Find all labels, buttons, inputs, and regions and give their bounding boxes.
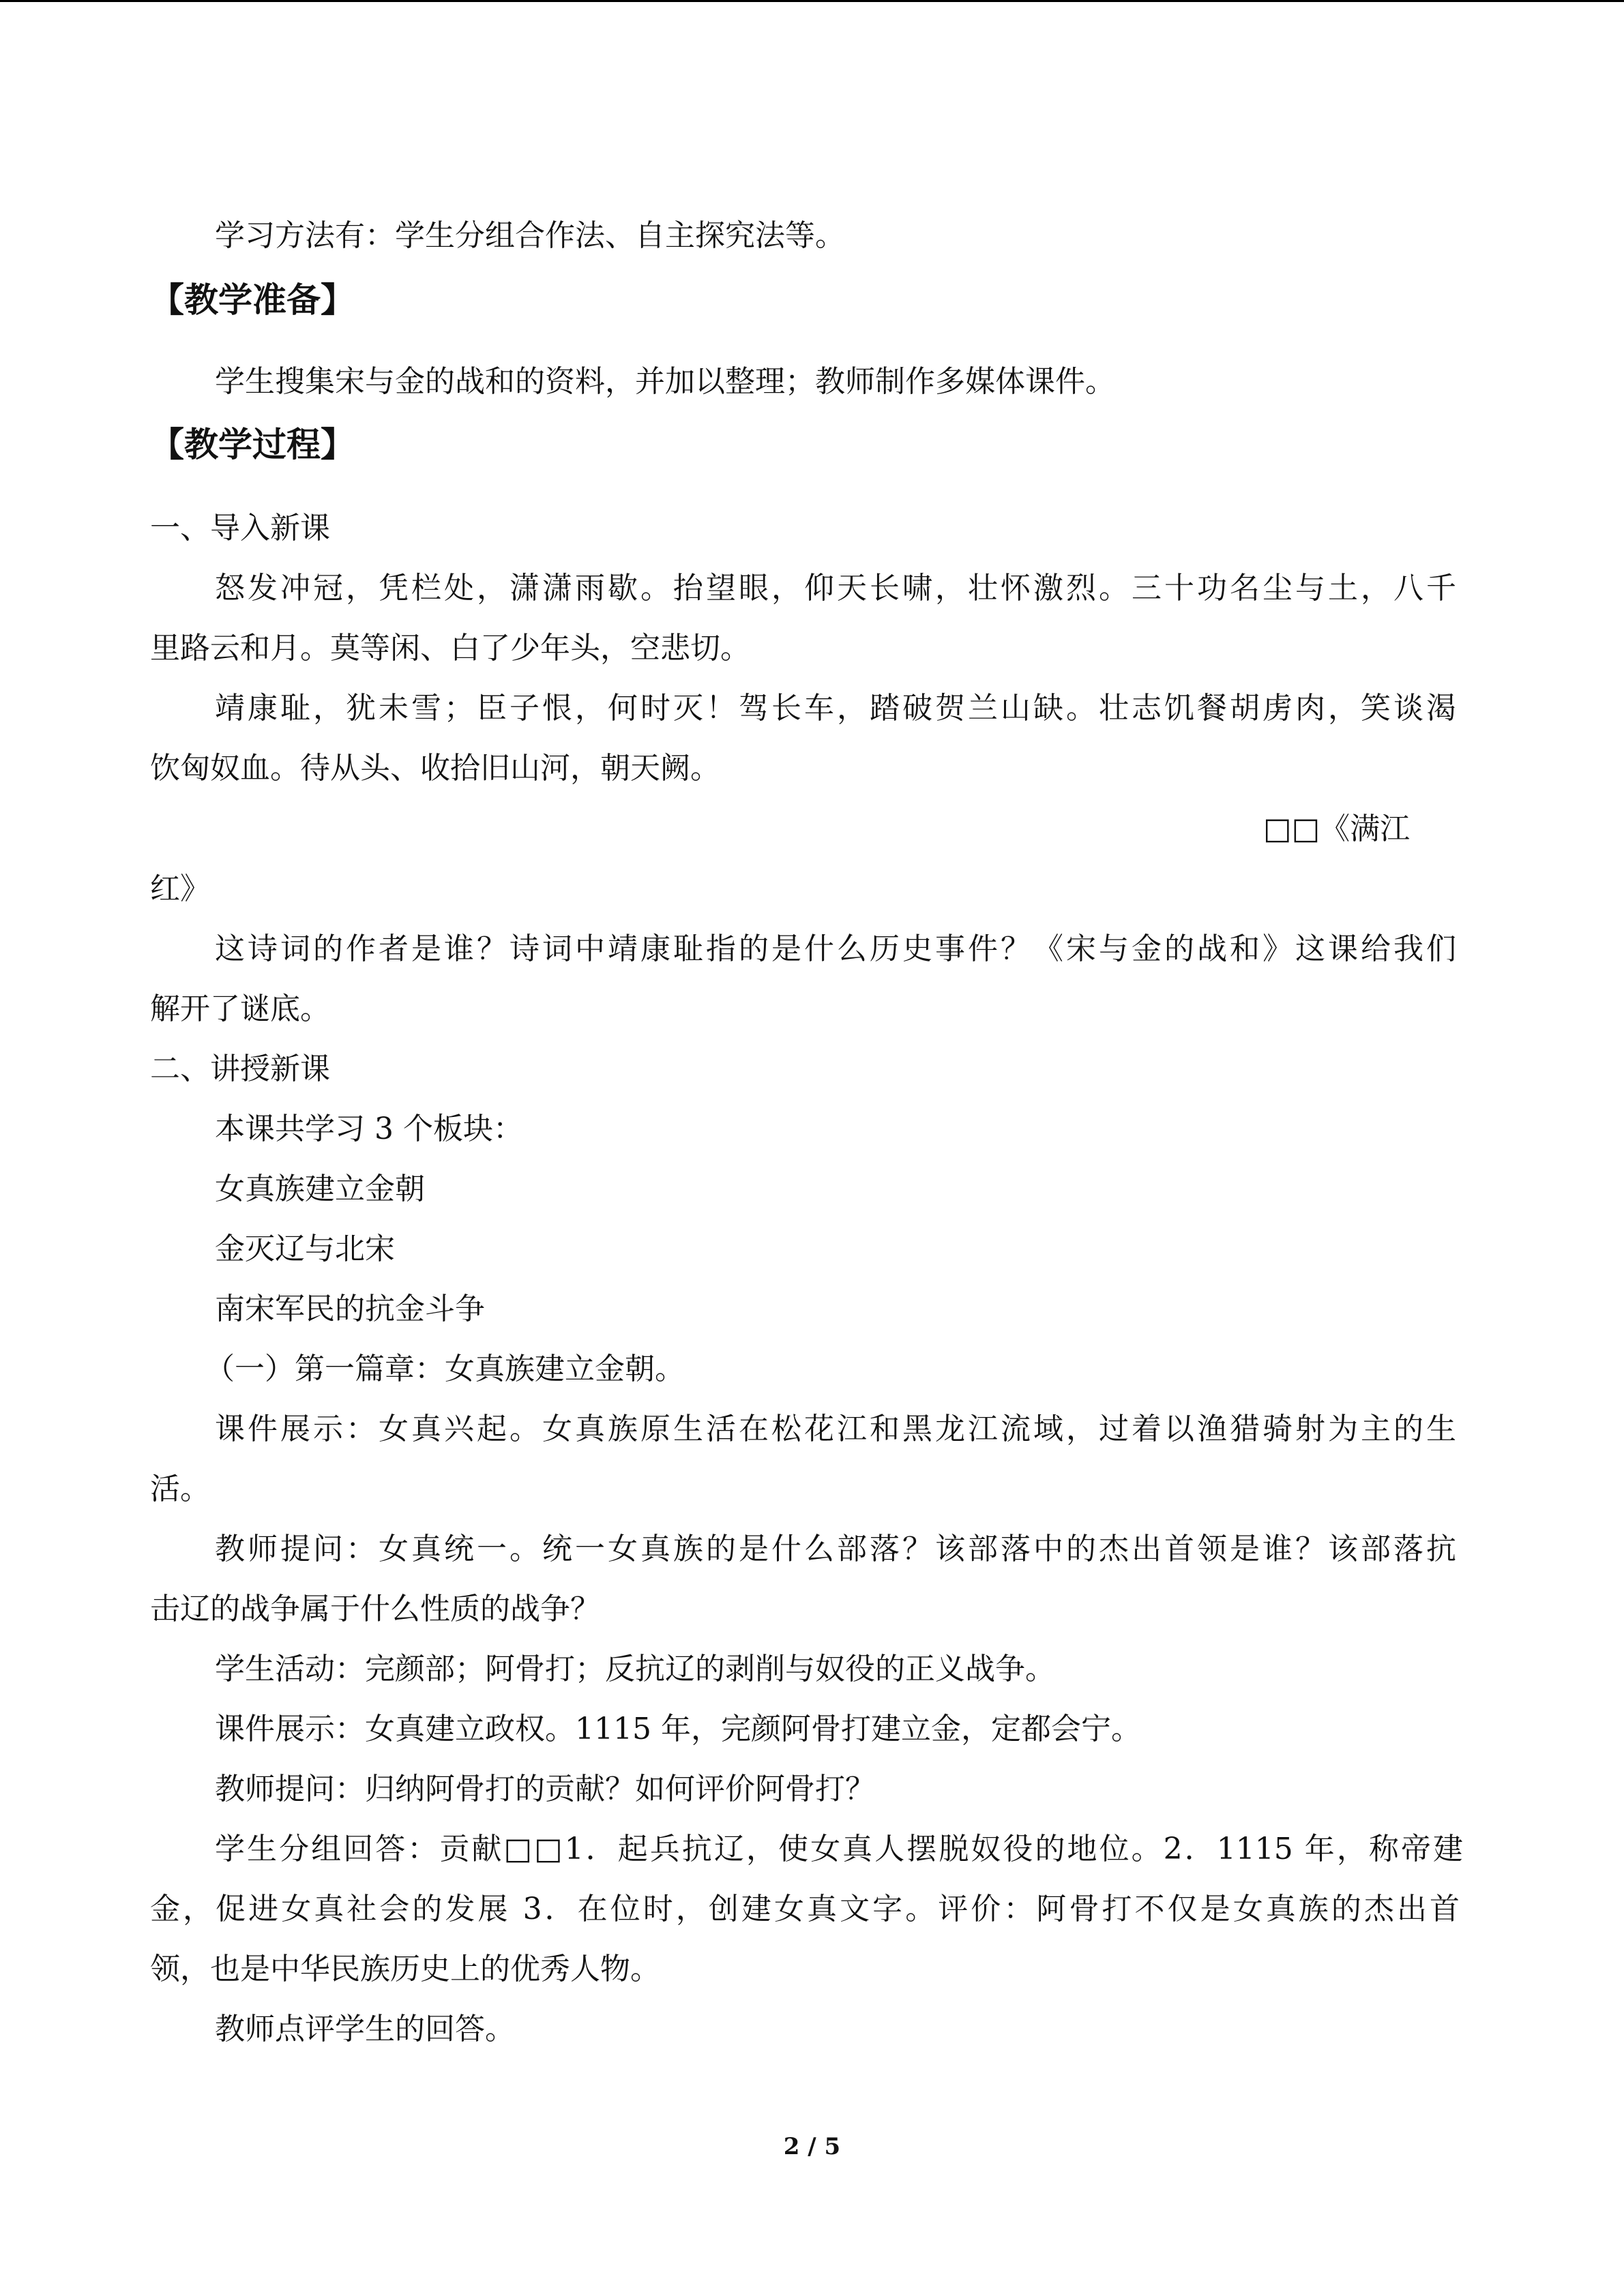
- block-item: 女真族建立金朝: [215, 1172, 425, 1206]
- lead-in-question: 这诗词的作者是谁？诗词中靖康耻指的是什么历史事件？《宋与金的战和》这课给我们: [215, 931, 1456, 966]
- courseware-paragraph-continued: 活。: [150, 1472, 210, 1506]
- poem-line: 靖康耻，犹未雪；臣子恨，何时灭！驾长车，踏破贺兰山缺。壮志饥餐胡虏肉，笑谈渴: [215, 691, 1456, 726]
- teach-title: 二、讲授新课: [150, 1052, 330, 1086]
- teacher-question-continued: 击辽的战争属于什么性质的战争？: [150, 1592, 600, 1626]
- teacher-question: 教师提问：归纳阿骨打的贡献？如何评价阿骨打？: [215, 1772, 875, 1806]
- blocks-intro: 本课共学习 3 个板块：: [215, 1112, 523, 1146]
- section-heading-process: 【教学过程】: [150, 425, 355, 464]
- poem-attribution: □□《满江: [1263, 811, 1411, 846]
- lead-in-question-continued: 解开了谜底。: [150, 992, 330, 1026]
- courseware-paragraph: 课件展示：女真建立政权。1115 年，完颜阿骨打建立金，定都会宁。: [215, 1712, 1141, 1746]
- teacher-question: 教师提问：女真统一。统一女真族的是什么部落？该部落中的杰出首领是谁？该部落抗: [215, 1532, 1456, 1566]
- intro-paragraph: 学习方法有：学生分组合作法、自主探究法等。: [215, 218, 845, 253]
- poem-attribution-continued: 红》: [150, 871, 210, 906]
- section-heading-preparation: 【教学准备】: [150, 280, 355, 320]
- block-item: 南宋军民的抗金斗争: [215, 1292, 485, 1326]
- group-answer-continued: 领，也是中华民族历史上的优秀人物。: [150, 1952, 660, 1986]
- group-answer: 学生分组回答：贡献□□1．起兵抗辽，使女真人摆脱奴役的地位。2．1115 年，称帝建: [215, 1832, 1463, 1866]
- preparation-paragraph: 学生搜集宋与金的战和的资料，并加以整理；教师制作多媒体课件。: [215, 364, 1115, 399]
- student-activity: 学生活动：完颜部；阿骨打；反抗辽的剥削与奴役的正义战争。: [215, 1652, 1055, 1686]
- chapter-heading: （一）第一篇章：女真族建立金朝。: [205, 1352, 685, 1386]
- poem-line: 饮匈奴血。待从头、收拾旧山河，朝天阙。: [150, 751, 720, 786]
- teacher-comment: 教师点评学生的回答。: [215, 2012, 515, 2046]
- page-number: 2 / 5: [783, 2133, 841, 2160]
- poem-line: 里路云和月。莫等闲、白了少年头，空悲切。: [150, 631, 750, 666]
- group-answer-continued: 金，促进女真社会的发展 3．在位时，创建女真文字。评价：阿骨打不仅是女真族的杰出首: [150, 1892, 1460, 1926]
- courseware-paragraph: 课件展示：女真兴起。女真族原生活在松花江和黑龙江流域，过着以渔猎骑射为主的生: [215, 1412, 1456, 1446]
- block-item: 金灭辽与北宋: [215, 1232, 395, 1266]
- poem-line: 怒发冲冠，凭栏处，潇潇雨歇。抬望眼，仰天长啸，壮怀激烈。三十功名尘与土，八千: [215, 571, 1456, 606]
- lead-in-title: 一、导入新课: [150, 511, 330, 546]
